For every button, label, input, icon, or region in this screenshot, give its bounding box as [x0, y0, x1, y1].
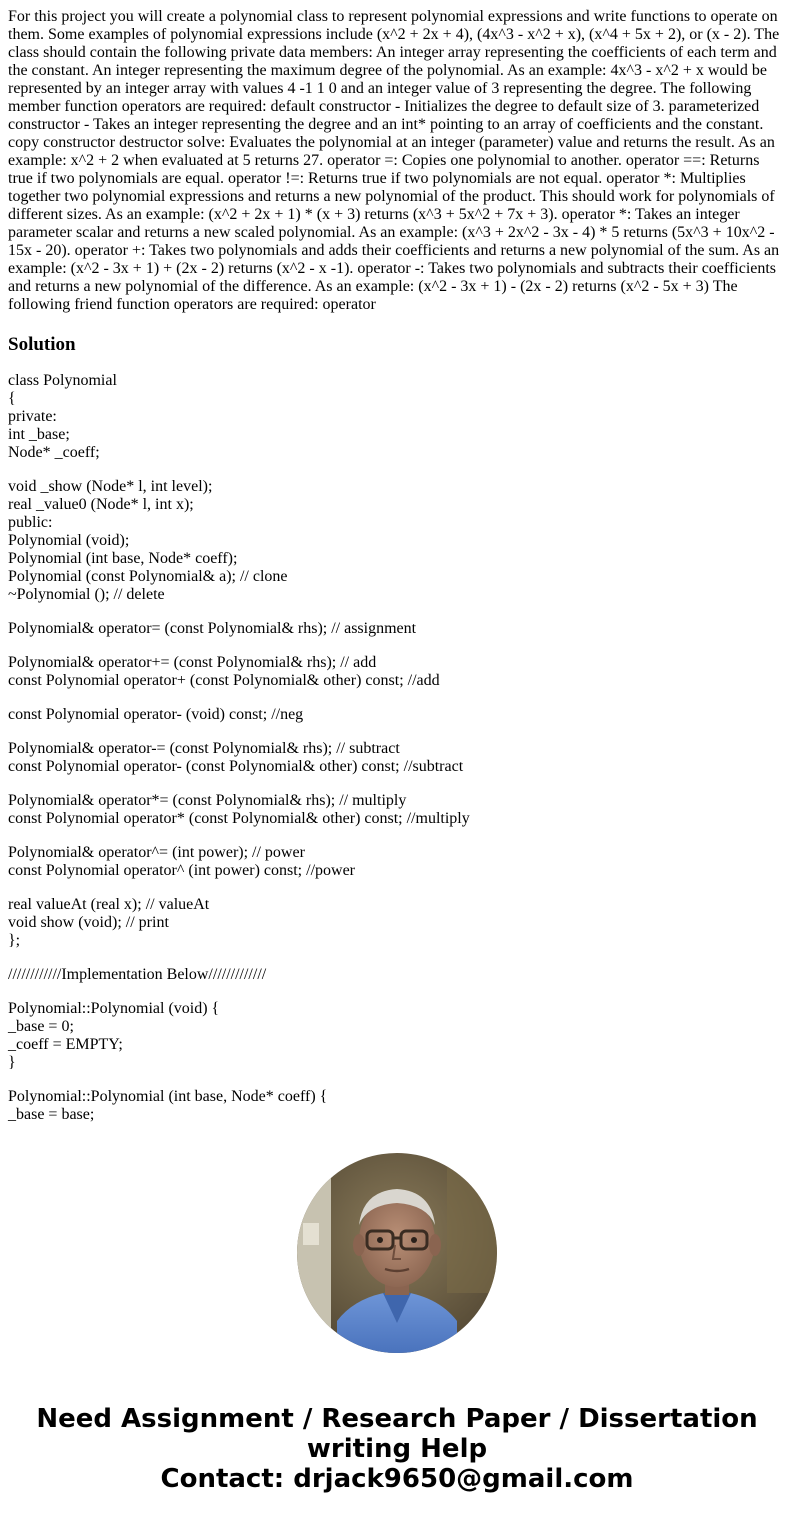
code-block	[8, 1088, 786, 1124]
code-block	[8, 740, 786, 776]
code-line: Polynomial (void);	[8, 532, 130, 549]
code-line: {	[8, 390, 16, 407]
code-line: void show (void); // print	[8, 914, 169, 931]
code-line: };	[8, 932, 21, 949]
author-photo-image	[297, 1153, 497, 1353]
code-line: }	[8, 1054, 16, 1071]
code-line: _coeff = EMPTY;	[8, 1036, 123, 1053]
ad-line-1: Need Assignment / Research Paper / Dissertation	[36, 1404, 758, 1434]
code-block	[8, 792, 786, 828]
code-line: Polynomial& operator^= (int power); // power	[8, 844, 305, 861]
code-block	[8, 654, 786, 690]
code-line: _base = base;	[8, 1106, 95, 1123]
code-line: const Polynomial operator^ (int power) const; //power	[8, 862, 355, 879]
solution-body	[8, 372, 786, 1124]
code-block	[8, 896, 786, 950]
code-block	[8, 620, 786, 638]
code-block	[8, 966, 786, 984]
code-block	[8, 844, 786, 880]
ad-line-2: writing Help	[306, 1434, 488, 1464]
code-line: Node* _coeff;	[8, 444, 100, 461]
code-block	[8, 478, 786, 604]
author-photo	[297, 1153, 497, 1353]
code-line: ~Polynomial (); // delete	[8, 586, 165, 603]
code-line: real _value0 (Node* l, int x);	[8, 496, 194, 513]
ad-contact-line[interactable]: Contact: drjack9650@gmail.com	[160, 1464, 634, 1494]
code-line: private:	[8, 408, 57, 425]
code-line: const Polynomial operator* (const Polynomial& other) const; //multiply	[8, 810, 470, 827]
code-line: int _base;	[8, 426, 70, 443]
code-block	[8, 372, 786, 462]
code-line: ////////////Implementation Below/////////////	[8, 966, 267, 983]
solution-heading: Solution	[8, 334, 76, 355]
code-line: Polynomial::Polynomial (int base, Node* coeff) {	[8, 1088, 328, 1105]
code-line: Polynomial& operator+= (const Polynomial& rhs); // add	[8, 654, 377, 671]
code-line: Polynomial& operator*= (const Polynomial& rhs); // multiply	[8, 792, 407, 809]
code-line: const Polynomial operator- (const Polynomial& other) const; //subtract	[8, 758, 464, 775]
code-line: Polynomial (int base, Node* coeff);	[8, 550, 238, 567]
advertisement-banner	[0, 1404, 794, 1494]
code-line: Polynomial& operator-= (const Polynomial& rhs); // subtract	[8, 740, 400, 757]
code-line: real valueAt (real x); // valueAt	[8, 896, 210, 913]
code-line: _base = 0;	[8, 1018, 74, 1035]
code-line: const Polynomial operator- (void) const; //neg	[8, 706, 304, 723]
code-line: class Polynomial	[8, 372, 117, 389]
code-line: Polynomial& operator= (const Polynomial& rhs); // assignment	[8, 620, 417, 637]
code-line: void _show (Node* l, int level);	[8, 478, 213, 495]
code-block	[8, 1000, 786, 1072]
code-line: Polynomial::Polynomial (void) {	[8, 1000, 220, 1017]
question-text: For this project you will create a polynomial class to represent polynomial expressions and write functions to operate on them. Some examples of polynomial expressions include (x^2 + 2x + 4), (4x^3 - x^2 + x), (x^4 + 5x + 2), or (x - 2). The class should contain the following private data members: An integer array representing the coefficients of each term and the constant. An integer representing the maximum degree of the polynomial. As an example: 4x^3 - x^2 + x would be represented by an integer array with values 4 -1 1 0 and an integer value of 3 representing the degree. The following member function operators are required: default constructor - Initializes the degree to default size of 3. parameterized constructor - Takes an integer representing the degree and an int* pointing to an array of coefficients and the constant. copy constructor destructor solve: Evaluates the polynomial at an integer (parameter) value and returns the result. As an example: x^2 + 2 when evaluated at 5 returns 27. operator =: Copies one polynomial to another. operator ==: Returns true if two polynomials are equal. operator !=: Returns true if two polynomials are not equal. operator *: Multiplies together two polynomial expressions and returns a new polynomial of the product. This should work for polynomials of different sizes. As an example: (x^2 + 2x + 1) * (x + 3) returns (x^3 + 5x^2 + 7x + 3). operator *: Takes an integer parameter scalar and returns a new scaled polynomial. As an example: (x^3 + 2x^2 - 3x - 4) * 5 returns (5x^3 + 10x^2 - 15x - 20). operator +: Takes two polynomials and adds their coefficients and returns a new polynomial of the sum. As an example: (x^2 - 3x + 1) + (2x - 2) returns (x^2 - x -1). operator -: Takes two polynomials and subtracts their coefficients and returns a new polynomial of the difference. As an example: (x^2 - 3x + 1) - (2x - 2) returns (x^2 - 5x + 3) The following friend function operators are required: operator	[8, 8, 780, 313]
code-line: public:	[8, 514, 53, 531]
code-line: const Polynomial operator+ (const Polynomial& other) const; //add	[8, 672, 440, 689]
code-block	[8, 706, 786, 724]
code-line: Polynomial (const Polynomial& a); // clone	[8, 568, 288, 585]
